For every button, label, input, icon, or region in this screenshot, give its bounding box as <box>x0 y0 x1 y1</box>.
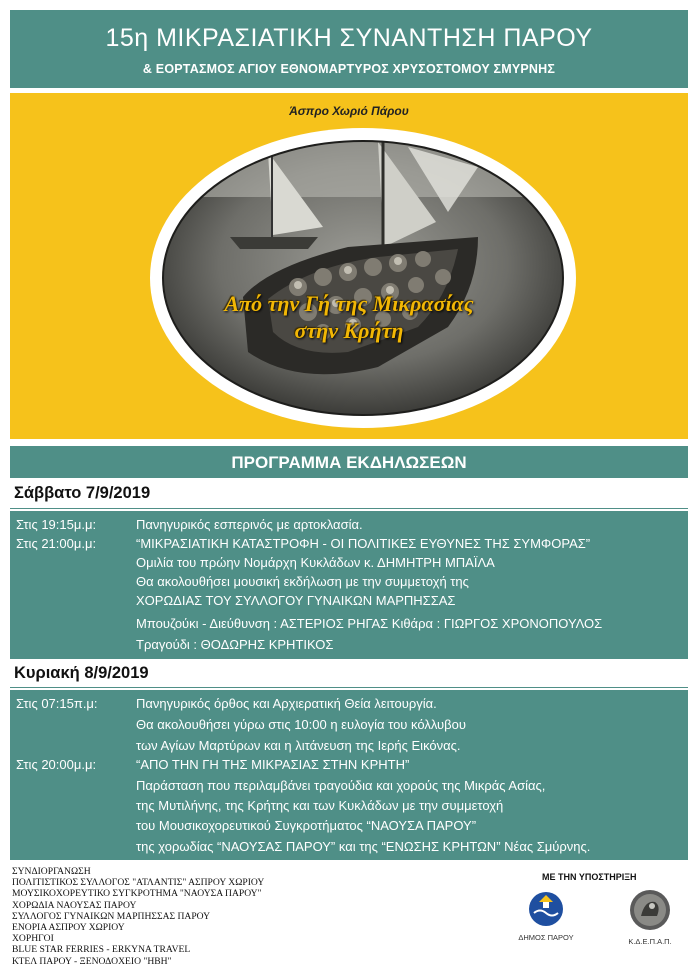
schedule-time: Στις 19:15μ.μ: <box>16 517 97 532</box>
credits-line: ΣΥΛΛΟΓΟΣ ΓΥΝΑΙΚΩΝ ΜΑΡΠΗΣΣΑΣ ΠΑΡΟΥ <box>12 910 211 922</box>
dimos-parou-emblem-icon <box>524 890 568 928</box>
dimos-parou-label: ΔΗΜΟΣ ΠΑΡΟΥ <box>518 933 574 942</box>
schedule-time: Στις 21:00μ.μ: <box>16 536 97 551</box>
schedule-text: Θα ακολουθήσει γύρω στις 10:00 η ευλογία του κόλλυβου <box>136 717 466 732</box>
credits-line: ΠΟΛΙΤΙΣΤΙΚΟΣ ΣΥΛΛΟΓΟΣ "ΑΤΛΑΝΤΙΣ" ΑΣΠΡΟΥ ΧΩΡΙΟΥ <box>12 877 265 889</box>
schedule-time: Στις 07:15π.μ: <box>16 696 98 711</box>
schedule-text: Ομιλία του πρώην Νομάρχη Κυκλάδων κ. ΔΗΜΗΤΡΗ ΜΠΑΪΛΑ <box>136 555 495 570</box>
credits-line: BLUE STAR FERRIES - ERKYNA TRAVEL <box>12 944 191 956</box>
credits-list <box>12 866 264 967</box>
schedule-text: “ΜΙΚΡΑΣΙΑΤΙΚΗ ΚΑΤΑΣΤΡΟΦΗ - ΟΙ ΠΟΛΙΤΙΚΕΣ ΕΥΘΥΝΕΣ ΤΗΣ ΣΥΜΦΟΡΑΣ” <box>136 536 591 551</box>
schedule-text: “ΑΠΟ ΤΗΝ ΓΗ ΤΗΣ ΜΙΚΡΑΣΙΑΣ ΣΤΗΝ ΚΡΗΤΗ” <box>136 757 410 772</box>
schedule-text: Μπουζούκι - Διεύθυνση : ΑΣΤΕΡΙΟΣ ΡΗΓΑΣ Κιθάρα : ΓΙΩΡΓΟΣ ΧΡΟΝΟΠΟΥΛΟΣ <box>136 616 603 631</box>
schedule-time: Στις 20:00μ.μ: <box>16 757 97 772</box>
sunday-schedule <box>10 690 688 860</box>
poster-banner <box>10 93 688 439</box>
schedule-text: ΧΟΡΩΔΙΑΣ ΤΟΥ ΣΥΛΛΟΓΟΥ ΓΥΝΑΙΚΩΝ ΜΑΡΠΗΣΣΑΣ <box>136 593 456 608</box>
kdepap-coin-icon <box>627 888 673 932</box>
credits-line: ΜΟΥΣΙΚΟΧΟΡΕΥΤΙΚΟ ΣΥΓΚΡΟΤΗΜΑ "ΝΑΟΥΣΑ ΠΑΡΟΥ" <box>12 888 262 900</box>
program-title: ΠΡΟΓΡΑΜΜΑ ΕΚΔΗΛΩΣΕΩΝ <box>231 453 467 472</box>
divider <box>10 508 688 509</box>
schedule-text: Πανηγυρικός εσπερινός με αρτοκλασία. <box>136 517 363 532</box>
credits-line: ΕΝΟΡΙΑ ΑΣΠΡΟΥ ΧΩΡΙΟΥ <box>12 922 125 934</box>
kdepap-label: Κ.Δ.Ε.Π.Α.Π. <box>628 937 672 946</box>
credits-line: ΧΟΡΗΓΟΙ <box>12 933 54 945</box>
schedule-text: Πανηγυρικός όρθος και Αρχιερατική Θεία λειτουργία. <box>136 696 437 711</box>
credits-line: ΚΤΕΛ ΠΑΡΟΥ - ΞΕΝΟΔΟΧΕΙΟ "ΗΒΗ" <box>12 955 172 967</box>
event-subtitle: & ΕΟΡΤΑΣΜΟΣ ΑΓΙΟΥ ΕΘΝΟΜΑΡΤΥΡΟΣ ΧΡΥΣΟΣΤΟΜΟΥ ΣΜΥΡΝΗΣ <box>142 62 556 76</box>
poster-caption-line1: Από την Γή της Μικρασίας <box>224 291 474 316</box>
schedule-text: της χορωδίας “ΝΑΟΥΣΑΣ ΠΑΡΟΥ” και της “ΕΝΩΣΗΣ ΚΡΗΤΩΝ” Νέας Σμύρνης. <box>136 839 591 854</box>
event-title: 15η ΜΙΚΡΑΣΙΑΤΙΚΗ ΣΥΝΑΝΤΗΣΗ ΠΑΡΟΥ <box>105 24 593 52</box>
support-label: ΜΕ ΤΗΝ ΥΠΟΣΤΗΡΙΞΗ <box>542 872 637 882</box>
dimos-parou-logo <box>518 890 574 942</box>
saturday-heading: Σάββατο 7/9/2019 <box>14 484 151 502</box>
schedule-text: Παράσταση που περιλαμβάνει τραγούδια και χορούς της Μικράς Ασίας, <box>136 778 546 793</box>
kdepap-logo <box>627 888 673 946</box>
schedule-text: Θα ακολουθήσει μουσική εκδήλωση με την συμμετοχή της <box>136 574 469 589</box>
divider <box>10 687 688 688</box>
schedule-text: του Μουσικοχορευτικού Συγκροτήματος “ΝΑΟΥΣΑ ΠΑΡΟΥ” <box>136 818 477 833</box>
event-header <box>10 10 688 88</box>
saturday-schedule <box>10 511 688 659</box>
poster-caption-line2: στην Κρήτη <box>294 318 404 343</box>
schedule-text: των Αγίων Μαρτύρων και η λιτάνευση της Ιερής Εικόνας. <box>136 738 461 753</box>
sunday-heading: Κυριακή 8/9/2019 <box>14 664 149 682</box>
program-bar <box>10 446 688 478</box>
poster-caption <box>10 290 688 344</box>
credits-line: ΧΟΡΩΔΙΑ ΝΑΟΥΣΑΣ ΠΑΡΟΥ <box>12 899 137 911</box>
credits-line: ΣΥΝΔΙΟΡΓΑΝΩΣΗ <box>12 866 91 877</box>
refugee-boat-photo <box>148 127 578 429</box>
schedule-text: Τραγούδι : ΘΟΔΩΡΗΣ ΚΡΗΤΙΚΟΣ <box>136 637 334 652</box>
venue-label: Άσπρο Χωριό Πάρου <box>289 104 409 118</box>
schedule-text: της Μυτιλήνης, της Κρήτης και των Κυκλάδων με την συμμετοχή <box>136 798 504 813</box>
